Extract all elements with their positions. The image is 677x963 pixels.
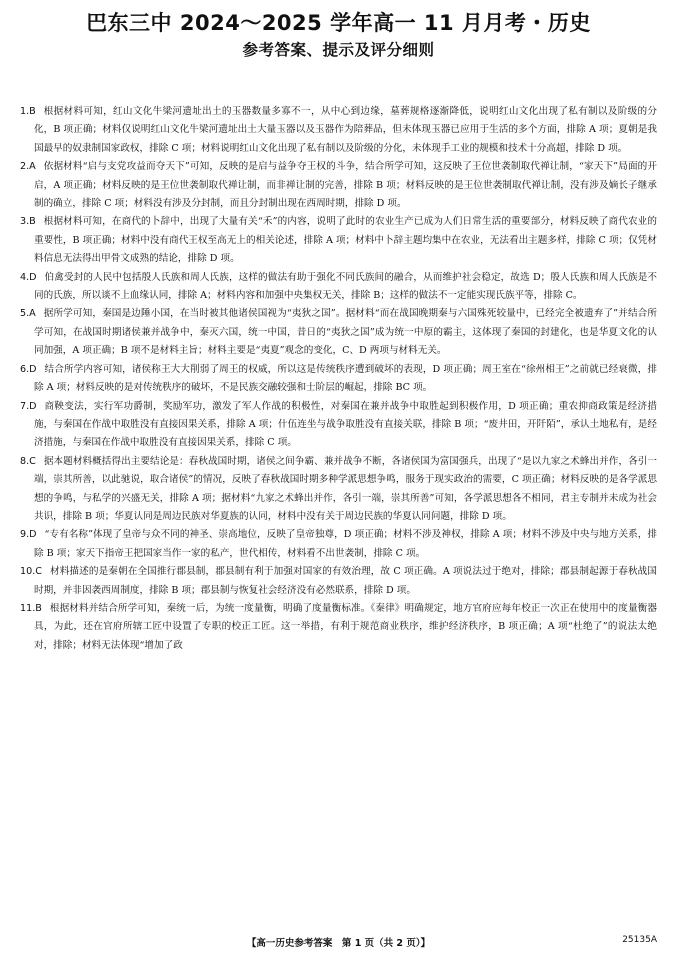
answer-letter: C	[29, 455, 36, 467]
question-number: 7.	[20, 400, 30, 412]
answer-explanation: 据所学可知，秦国是边陲小国，在当时被其他诸侯国视为“夷狄之国”。据材料“而在战国晚期秦与六国殊死较量中，已经完全被遗弃了”并结合所学可知，在战国时期诸侯兼并战争中，秦灭六国，统一中国，昔日的“夷狄之国”成为统一中原的霸主，这体现了秦国的封建化，也是华夏文化的认同加强，A 项正确；B 项不是材料主旨；材料主要是“夷夏”观念的变化，C、D 两项与材料无关。	[34, 308, 657, 357]
question-number: 6.	[20, 363, 30, 375]
question-number-and-answer	[20, 305, 36, 323]
question-number: 1.	[20, 106, 30, 117]
question-number: 4.	[20, 271, 30, 283]
question-number: 8.	[20, 455, 30, 467]
page-subtitle: 参考答案、提示及评分细则	[242, 41, 435, 59]
answer-item	[20, 398, 657, 453]
answer-item	[20, 269, 657, 306]
answer-explanation: 根据材料并结合所学可知，秦统一后，为统一度量衡，明确了度量衡标准。《秦律》明确规定，地方官府应每年校正一次正在使用中的度量衡器具，为此，还在官府所辖工匠中设置了专职的校正工匠。这一举措，有利于规范商业秩序，维护经济秩序，B 项正确；A 项“杜绝了”的说法太绝对，排除；材料无法体现“增加了政	[34, 602, 657, 651]
question-number: 3.	[20, 216, 30, 228]
answer-letter: A	[29, 161, 36, 173]
answer-letter: D	[29, 363, 37, 375]
question-number: 2.	[20, 161, 30, 173]
answer-letter: B	[35, 602, 42, 614]
answer-item	[20, 213, 657, 268]
answer-explanation: 据本题材料概括得出主要结论是：春秋战国时期，诸侯之间争霸、兼并战争不断，各诸侯国为富国强兵，出现了“是以九家之术蜂出并作，各引一端，崇其所善，以此驰说，取合诸侯”的情况，反映了春秋战国时期多种学派思想争鸣，服务于现实政治的需要，C 项正确；材料反映的是各学派思想的争鸣，与私学的兴盛无关，排除 A 项；据材料“九家之术蜂出并作，各引一端，崇其所善”可知，各学派思想各不相同，君主专制并未成为社会共识，排除 B 项；华夏认同是周边民族对华夏族的认同，材料中没有关于周边民族的华夏认同问题，排除 D 项。	[34, 455, 657, 522]
answer-explanation: 结合所学内容可知，诸侯称王大大削弱了周王的权威，所以这是传统秩序遭到破坏的表现，D 项正确；周王室在“徐州相王”之前就已经衰微，排除 A 项；材料反映的是对传统秩序的破坏，不是民族交融较强和士阶层的崛起，排除 BC 项。	[34, 363, 657, 394]
answer-item	[20, 453, 657, 527]
question-number-and-answer	[20, 103, 36, 121]
question-number: 10.	[20, 566, 36, 578]
answer-letter: C	[35, 566, 42, 578]
answer-letter: A	[29, 308, 36, 320]
answer-item	[20, 103, 657, 158]
footer-code: 25135A	[622, 935, 657, 945]
answer-letter: D	[29, 529, 37, 541]
answer-item	[20, 305, 657, 360]
question-number-and-answer	[20, 213, 36, 231]
question-number-and-answer	[20, 398, 37, 416]
answer-item	[20, 158, 657, 213]
answer-item	[20, 600, 657, 655]
answer-explanation: 伯禽受封的人民中包括殷人氏族和周人氏族，这样的做法有助于强化不同氏族间的融合，从而维护社会稳定，故选 D；殷人氏族和周人氏族是不同的氏族，所以谈不上血缘认同，排除 A；材料内容和加强中央集权无关，排除 B；这样的做法不一定能实现氏族平等，排除 C。	[34, 271, 657, 302]
question-number-and-answer	[20, 158, 36, 176]
question-number: 5.	[20, 308, 30, 320]
question-number-and-answer	[20, 526, 37, 544]
question-number-and-answer	[20, 361, 37, 379]
footer-page-label: 【高一历史参考答案 第 1 页（共 2 页）】	[246, 938, 431, 949]
answer-item	[20, 361, 657, 398]
answer-item	[20, 563, 657, 600]
answer-explanation: “专有名称”体现了皇帝与众不同的神圣、崇高地位，反映了皇帝独尊，D 项正确；材料不涉及神权，排除 A 项；材料不涉及中央与地方关系，排除 B 项；家天下指帝王把国家当作一家的私产，世代相传，材料看不出世袭制，排除 C 项。	[34, 529, 657, 559]
answer-explanation: 依据材料“启与支党攻益而夺天下”可知，反映的是启与益争夺王权的斗争，结合所学可知，这反映了王位世袭制取代禅让制，“家天下”局面的开启，A 项正确；材料反映的是王位世袭制取代禅让制，而非禅让制的完善，排除 B 项；材料反映的是王位世袭制取代禅让制，没有涉及嫡长子继承制的确立，排除 C 项；材料没有涉及分封制，而且分封制出现在西周时期，排除 D 项。	[34, 161, 657, 210]
question-number-and-answer	[20, 563, 42, 581]
question-number: 9.	[20, 529, 30, 541]
question-number-and-answer	[20, 269, 37, 287]
answer-letter: D	[29, 271, 37, 283]
answer-explanation: 根据材料可知，红山文化牛梁河遗址出土的玉器数量多寡不一，从中心到边缘，墓葬规格逐渐降低，说明红山文化出现了私有制以及阶级的分化，B 项正确；材料仅说明红山文化牛梁河遗址出土大量玉器以及玉器作为陪葬品，但未体现玉器已应用于生活的多个方面，排除 A 项；夏朝是我国最早的奴隶制国家政权，排除 C 项；材料说明红山文化出现了私有制以及阶级的分化，未体现手工业的规模和技术十分高超，排除 D 项。	[34, 106, 657, 154]
answer-item	[20, 526, 657, 563]
answer-letter: D	[29, 400, 37, 412]
answer-explanation: 根据材料可知，在商代的卜辞中，出现了大量有关“禾”的内容，说明了此时的农业生产已成为人们日常生活的重要部分，材料反映了商代农业的重要性，B 项正确；材料中没有商代王权至高无上的相关论述，排除 A 项；材料中卜辞主题均集中在农业，无法看出主题多样，排除 C 项；仅凭材料信息无法得出甲骨文成熟的结论，排除 D 项。	[34, 216, 657, 265]
answer-explanation: 材料描述的是秦朝在全国推行郡县制，郡县制有利于加强对国家的有效治理，故 C 项正确。A 项说法过于绝对，排除；郡县制起源于春秋战国时期，并非因袭西周制度，排除 B 项；郡县制与恢复社会经济没有必然联系，排除 D 项。	[34, 566, 657, 596]
answer-letter: B	[29, 106, 36, 117]
answer-explanation: 商鞅变法，实行军功爵制，奖励军功，激发了军人作战的积极性，对秦国在兼并战争中取胜起到积极作用，D 项正确；重农抑商政策是经济措施，与秦国在作战中取胜没有直接因果关系，排除 A 项；什伍连坐与战争取胜没有直接关联，排除 B 项；“废井田，开阡陌”，承认土地私有，是经济措施，与秦国在作战中取胜没有直接因果关系，排除 C 项。	[34, 400, 657, 449]
question-number-and-answer	[20, 600, 42, 618]
page-footer	[20, 935, 657, 949]
question-number: 11.	[20, 602, 36, 614]
page-title: 巴东三中 2024～2025 学年高一 11 月月考・历史	[86, 11, 591, 35]
answer-list	[20, 103, 657, 655]
question-number-and-answer	[20, 453, 36, 471]
answer-letter: B	[29, 216, 36, 228]
